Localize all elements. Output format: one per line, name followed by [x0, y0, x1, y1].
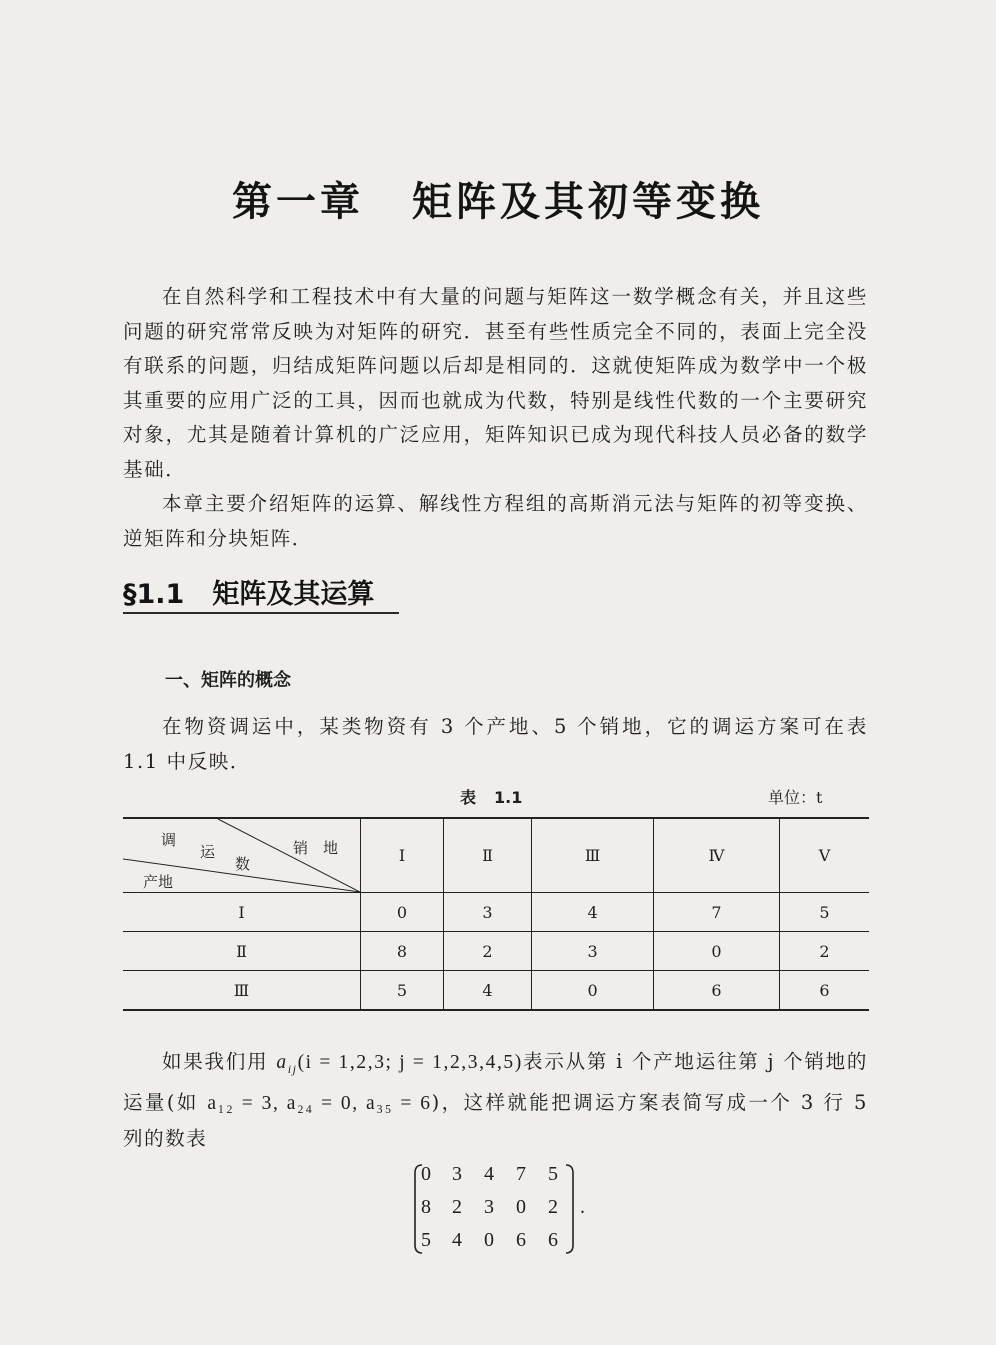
- matrix-cell: 5: [421, 1229, 431, 1251]
- table-unit: 单位：t: [768, 788, 823, 807]
- row-label: Ⅲ: [123, 971, 361, 1011]
- diag-label-xiaodi: 销 地: [293, 839, 339, 857]
- table-cell: 3: [443, 893, 531, 932]
- table-row: [123, 893, 869, 932]
- body-paragraph-2: [123, 1045, 868, 1156]
- matrix-cell: 4: [484, 1163, 494, 1185]
- table-row: [123, 971, 869, 1011]
- table-cell: 3: [532, 932, 654, 971]
- body-paragraph-1: 在物资调运中，某类物资有 3 个产地、5 个销地，它的调运方案可在表 1.1 中反映．: [123, 715, 868, 773]
- matrix-cell: 2: [452, 1196, 462, 1218]
- matrix-cell: 6: [516, 1229, 526, 1251]
- table-cell: 0: [361, 893, 444, 932]
- matrix-cell: 3: [484, 1196, 494, 1218]
- column-header: Ⅴ: [779, 818, 869, 893]
- table-cell: 0: [654, 932, 780, 971]
- column-header: Ⅱ: [443, 818, 531, 893]
- table-caption-number: 1.1: [494, 788, 523, 807]
- section-name: 矩阵及其运算: [212, 579, 375, 610]
- symbol-a: a: [276, 1052, 288, 1073]
- chapter-name: 矩阵及其初等变换: [412, 179, 764, 225]
- table-cell: 4: [532, 893, 654, 932]
- matrix-cell: 2: [548, 1196, 558, 1218]
- example-values: a₁₂ = 3, a₂₄ = 0, a₃₅ = 6: [207, 1093, 432, 1115]
- subsection-title: 一、矩阵的概念: [165, 670, 291, 691]
- matrix-cell: 0: [484, 1229, 494, 1251]
- diagonal-header-cell: [123, 818, 361, 893]
- table-cell: 7: [654, 893, 780, 932]
- diag-label-shu: 数: [235, 855, 251, 873]
- table-caption-label: 表: [460, 788, 477, 807]
- table-cell: 6: [654, 971, 780, 1011]
- matrix-cell: 7: [516, 1163, 526, 1185]
- table-caption: [460, 785, 522, 808]
- diag-label-yun: 运: [200, 843, 216, 861]
- body2-text-2: 表示从第 i 个产地运往第 j 个销地的运量(如: [123, 1050, 868, 1115]
- matrix-cell: 4: [452, 1229, 462, 1251]
- matrix-cell: 8: [421, 1196, 431, 1218]
- column-header: Ⅳ: [654, 818, 780, 893]
- chapter-title: [0, 170, 996, 227]
- table-cell: 4: [443, 971, 531, 1011]
- table-header-row: [123, 818, 869, 893]
- matrix-cell: 0: [421, 1163, 431, 1185]
- column-header: Ⅰ: [361, 818, 444, 893]
- table-cell: 2: [779, 932, 869, 971]
- intro-paragraph-2: 本章主要介绍矩阵的运算、解线性方程组的高斯消元法与矩阵的初等变换、逆矩阵和分块矩阵．: [123, 492, 868, 550]
- body2-text-1: 如果我们用: [162, 1050, 277, 1073]
- table-cell: 0: [532, 971, 654, 1011]
- diag-label-tiao: 调: [161, 831, 177, 849]
- table-row: [123, 932, 869, 971]
- matrix-cell: 3: [452, 1163, 462, 1185]
- shipment-table: [123, 817, 869, 1011]
- table-cell: 6: [779, 971, 869, 1011]
- right-bracket: [562, 1163, 576, 1255]
- body2-text-3: )，这样就能把调运方案表简写成一个 3 行 5 列的数表: [123, 1091, 868, 1150]
- matrix-cell: 5: [548, 1163, 558, 1185]
- subscript-ij: ij: [287, 1061, 298, 1076]
- intro-paragraph-1: 在自然科学和工程技术中有大量的问题与矩阵这一数学概念有关，并且这些问题的研究常常反映为对矩阵的研究．甚至有些性质完全不同的，表面上完全没有联系的问题，归结成矩阵问题以后却是相同的．这就使矩阵成为数学中一个极其重要的应用广泛的工具，因而也就成为代数，特别是线性代数的一个主要研究对象，尤其是随着计算机的广泛应用，矩阵知识已成为现代科技人员必备的数学基础．: [123, 285, 868, 481]
- index-range: (i = 1,2,3; j = 1,2,3,4,5): [297, 1052, 523, 1073]
- section-number: §1.1: [123, 579, 185, 610]
- matrix-cell: 6: [548, 1229, 558, 1251]
- column-header: Ⅲ: [532, 818, 654, 893]
- section-underline: [123, 612, 399, 614]
- matrix-trailing-period: .: [580, 1196, 585, 1218]
- diag-label-chandi: 产地: [143, 873, 174, 891]
- section-title: [123, 572, 374, 611]
- matrix-cell: 0: [516, 1196, 526, 1218]
- table-cell: 8: [361, 932, 444, 971]
- chapter-number: 第一章: [232, 179, 364, 225]
- row-label: Ⅱ: [123, 932, 361, 971]
- table-cell: 5: [779, 893, 869, 932]
- row-label: Ⅰ: [123, 893, 361, 932]
- table-cell: 2: [443, 932, 531, 971]
- table-cell: 5: [361, 971, 444, 1011]
